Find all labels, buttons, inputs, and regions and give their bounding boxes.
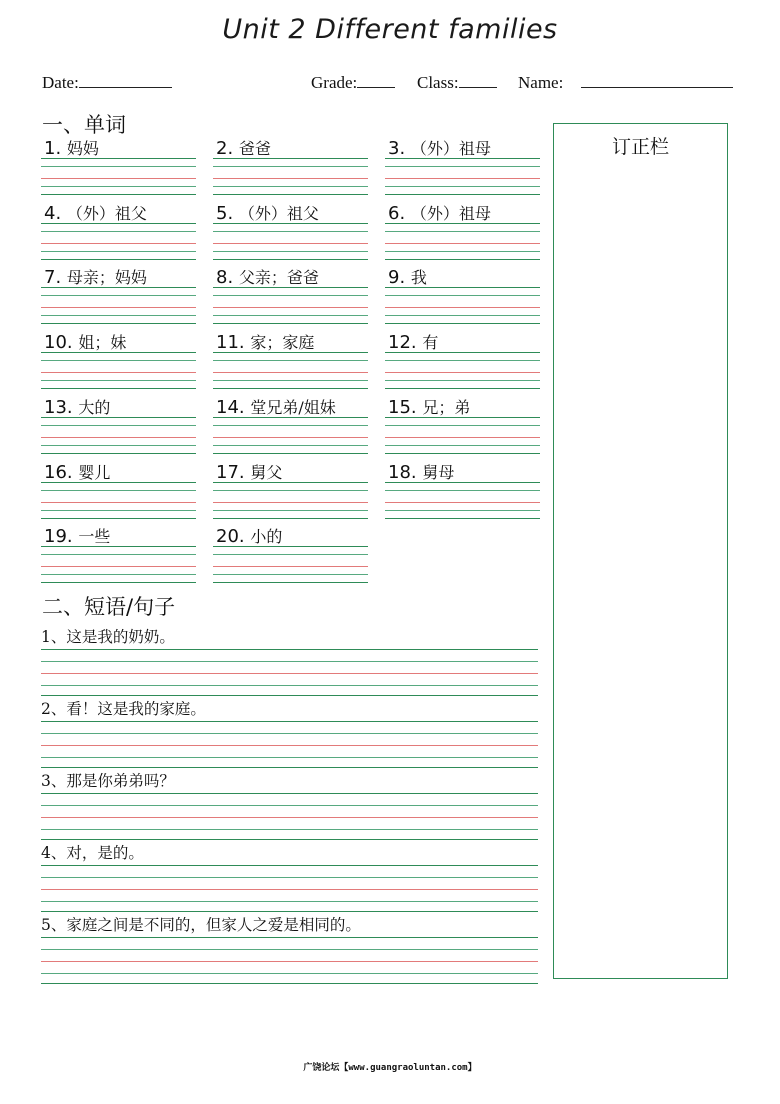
writing-line[interactable] — [385, 166, 540, 167]
writing-line[interactable] — [385, 518, 540, 519]
word-number: 1. — [44, 138, 67, 159]
writing-line[interactable] — [41, 425, 196, 426]
word-item — [385, 395, 540, 455]
word-item — [385, 136, 540, 196]
word-label — [388, 201, 491, 224]
word-item — [41, 524, 196, 584]
word-number: 5. — [216, 202, 239, 224]
word-number: 7. — [44, 267, 67, 289]
writing-line[interactable] — [41, 721, 538, 722]
word-label — [44, 136, 99, 159]
writing-line[interactable] — [41, 695, 538, 696]
correction-title: 订正栏 — [611, 136, 669, 158]
writing-line[interactable] — [41, 490, 196, 491]
word-meaning: 大的 — [78, 397, 111, 417]
word-number: 20. — [216, 526, 251, 548]
word-number: 18. — [388, 461, 423, 483]
writing-line[interactable] — [213, 482, 368, 483]
writing-line[interactable] — [213, 360, 368, 361]
word-label — [44, 524, 110, 547]
sentence-item — [41, 625, 538, 695]
name-blank[interactable] — [581, 72, 733, 88]
writing-line[interactable] — [213, 518, 368, 519]
writing-line[interactable] — [41, 911, 538, 912]
word-item — [213, 395, 368, 455]
writing-line[interactable] — [385, 510, 540, 511]
grade-field — [311, 72, 395, 93]
writing-line[interactable] — [385, 445, 540, 446]
writing-line[interactable] — [385, 453, 540, 454]
page-title: Unit 2 Different families — [222, 14, 558, 45]
writing-line[interactable] — [385, 243, 540, 244]
writing-line[interactable] — [385, 388, 540, 389]
writing-line[interactable] — [385, 287, 540, 288]
writing-line[interactable] — [41, 445, 196, 446]
writing-line[interactable] — [41, 767, 538, 768]
writing-line[interactable] — [41, 295, 196, 296]
sentence-item — [41, 769, 538, 839]
word-meaning: 家；家庭 — [250, 333, 315, 353]
name-label: Name: — [518, 73, 564, 92]
writing-line[interactable] — [385, 352, 540, 353]
word-meaning: 妈妈 — [66, 139, 99, 158]
word-item — [41, 265, 196, 325]
writing-line[interactable] — [41, 178, 196, 179]
writing-line[interactable] — [385, 315, 540, 316]
writing-line[interactable] — [41, 983, 538, 984]
word-meaning: 兄；弟 — [422, 397, 471, 417]
writing-line[interactable] — [41, 360, 196, 361]
word-label — [216, 330, 314, 353]
writing-line[interactable] — [213, 566, 368, 567]
writing-line[interactable] — [41, 937, 538, 938]
writing-line[interactable] — [41, 793, 538, 794]
writing-line[interactable] — [41, 949, 538, 950]
word-number: 13. — [44, 396, 79, 418]
sentence-item — [41, 913, 538, 983]
word-meaning: 堂兄弟/姐妹 — [250, 397, 336, 417]
sentence-item — [41, 697, 538, 767]
writing-line[interactable] — [41, 889, 538, 890]
writing-line[interactable] — [41, 566, 196, 567]
writing-line[interactable] — [41, 231, 196, 232]
sentence-text: 1、这是我的奶奶。 — [41, 628, 175, 646]
word-label — [216, 136, 271, 159]
writing-line[interactable] — [385, 194, 540, 195]
writing-line[interactable] — [41, 877, 538, 878]
writing-line[interactable] — [41, 554, 196, 555]
writing-line[interactable] — [41, 805, 538, 806]
word-meaning: （外）祖父 — [66, 203, 147, 223]
writing-line[interactable] — [41, 388, 196, 389]
writing-line[interactable] — [41, 518, 196, 519]
writing-line[interactable] — [213, 510, 368, 511]
word-item — [41, 395, 196, 455]
word-label — [44, 395, 110, 418]
writing-line[interactable] — [41, 733, 538, 734]
writing-line[interactable] — [213, 194, 368, 195]
word-item — [385, 265, 540, 325]
writing-line[interactable] — [41, 453, 196, 454]
sentence-item — [41, 841, 538, 911]
word-number: 9. — [388, 267, 411, 289]
writing-line[interactable] — [213, 574, 368, 575]
writing-line[interactable] — [385, 231, 540, 232]
writing-line[interactable] — [41, 973, 538, 974]
writing-line[interactable] — [41, 502, 196, 503]
word-number: 16. — [44, 461, 79, 483]
sentence-text: 3、那是你弟弟吗？ — [41, 772, 175, 790]
word-item — [41, 330, 196, 390]
writing-line[interactable] — [41, 673, 538, 674]
grade-blank[interactable] — [357, 72, 395, 88]
writing-line[interactable] — [41, 574, 196, 575]
sentence-text: 2、看！这是我的家庭。 — [41, 700, 206, 718]
word-label — [388, 265, 427, 288]
writing-line[interactable] — [213, 243, 368, 244]
word-number: 19. — [44, 526, 79, 548]
word-meaning: 父亲；爸爸 — [238, 268, 319, 288]
writing-line[interactable] — [213, 158, 368, 159]
writing-line[interactable] — [41, 287, 196, 288]
writing-line[interactable] — [213, 502, 368, 503]
word-meaning: 爸爸 — [238, 139, 271, 158]
word-meaning: 舅父 — [250, 462, 283, 482]
writing-line[interactable] — [385, 380, 540, 381]
word-meaning: （外）祖母 — [410, 139, 491, 158]
grade-label: Grade: — [311, 73, 358, 92]
writing-line[interactable] — [41, 259, 196, 260]
writing-line[interactable] — [41, 243, 196, 244]
word-item — [213, 201, 368, 261]
writing-line[interactable] — [41, 482, 196, 483]
writing-line[interactable] — [41, 649, 538, 650]
writing-line[interactable] — [41, 323, 196, 324]
word-item — [41, 201, 196, 261]
word-label — [44, 330, 126, 353]
writing-line[interactable] — [41, 166, 196, 167]
writing-line[interactable] — [213, 307, 368, 308]
word-item — [213, 330, 368, 390]
writing-line[interactable] — [213, 287, 368, 288]
word-label — [216, 395, 336, 418]
writing-line[interactable] — [213, 554, 368, 555]
word-meaning: 有 — [422, 333, 439, 353]
writing-line[interactable] — [213, 186, 368, 187]
writing-line[interactable] — [213, 295, 368, 296]
word-label — [216, 460, 282, 483]
writing-line[interactable] — [213, 231, 368, 232]
word-label — [216, 201, 319, 224]
writing-line[interactable] — [41, 437, 196, 438]
writing-line[interactable] — [41, 186, 196, 187]
writing-line[interactable] — [213, 259, 368, 260]
writing-line[interactable] — [213, 546, 368, 547]
writing-line[interactable] — [213, 437, 368, 438]
word-label — [388, 395, 470, 418]
word-number: 14. — [216, 396, 251, 418]
word-number: 2. — [216, 138, 239, 159]
correction-box — [553, 123, 728, 979]
word-number: 4. — [44, 202, 67, 224]
writing-line[interactable] — [385, 360, 540, 361]
word-meaning: （外）祖母 — [410, 203, 491, 223]
writing-line[interactable] — [41, 829, 538, 830]
writing-line[interactable] — [213, 323, 368, 324]
writing-line[interactable] — [385, 372, 540, 373]
word-number: 6. — [388, 202, 411, 224]
word-number: 15. — [388, 396, 423, 418]
word-label — [44, 460, 110, 483]
writing-line[interactable] — [385, 323, 540, 324]
word-meaning: 一些 — [78, 527, 111, 547]
word-meaning: 母亲；妈妈 — [66, 268, 147, 288]
word-label — [216, 265, 319, 288]
writing-line[interactable] — [213, 445, 368, 446]
footer-credit: 广饶论坛【www.guangraoluntan.com】 — [303, 1063, 477, 1073]
writing-line[interactable] — [385, 482, 540, 483]
writing-line[interactable] — [385, 251, 540, 252]
writing-line[interactable] — [41, 745, 538, 746]
writing-line[interactable] — [385, 417, 540, 418]
word-label — [44, 201, 147, 224]
writing-line[interactable] — [213, 490, 368, 491]
sentence-text: 5、家庭之间是不同的，但家人之爱是相同的。 — [41, 916, 361, 934]
writing-line[interactable] — [41, 901, 538, 902]
writing-line[interactable] — [41, 839, 538, 840]
word-meaning: 舅母 — [422, 462, 455, 482]
date-blank[interactable] — [79, 72, 172, 88]
writing-line[interactable] — [41, 817, 538, 818]
date-field — [42, 72, 172, 93]
writing-line[interactable] — [213, 166, 368, 167]
writing-line[interactable] — [213, 315, 368, 316]
section-words-title: 一、单词 — [42, 113, 126, 137]
class-label: Class: — [417, 73, 459, 92]
word-item — [213, 265, 368, 325]
word-item — [213, 524, 368, 584]
class-blank[interactable] — [459, 72, 497, 88]
writing-line[interactable] — [213, 223, 368, 224]
writing-line[interactable] — [385, 295, 540, 296]
writing-line[interactable] — [213, 178, 368, 179]
writing-line[interactable] — [41, 865, 538, 866]
writing-line[interactable] — [41, 546, 196, 547]
writing-line[interactable] — [41, 380, 196, 381]
writing-line[interactable] — [213, 453, 368, 454]
section-sentences-title: 二、短语/句子 — [42, 595, 176, 619]
word-number: 17. — [216, 461, 251, 483]
word-label — [388, 136, 491, 159]
word-meaning: 小的 — [250, 527, 283, 547]
writing-line[interactable] — [213, 380, 368, 381]
writing-line[interactable] — [41, 417, 196, 418]
writing-line[interactable] — [385, 223, 540, 224]
writing-line[interactable] — [41, 757, 538, 758]
word-item — [385, 201, 540, 261]
word-item — [41, 136, 196, 196]
writing-line[interactable] — [213, 582, 368, 583]
word-number: 8. — [216, 267, 239, 289]
writing-line[interactable] — [41, 158, 196, 159]
writing-line[interactable] — [41, 315, 196, 316]
word-item — [385, 460, 540, 520]
writing-line[interactable] — [41, 352, 196, 353]
writing-line[interactable] — [385, 186, 540, 187]
writing-line[interactable] — [385, 490, 540, 491]
writing-line[interactable] — [213, 251, 368, 252]
word-label — [44, 265, 147, 288]
writing-line[interactable] — [41, 661, 538, 662]
writing-line[interactable] — [385, 307, 540, 308]
word-item — [385, 330, 540, 390]
word-number: 10. — [44, 332, 79, 354]
writing-line[interactable] — [385, 259, 540, 260]
word-label — [388, 330, 438, 353]
word-item — [213, 136, 368, 196]
writing-line[interactable] — [41, 582, 196, 583]
writing-line[interactable] — [385, 158, 540, 159]
writing-line[interactable] — [41, 223, 196, 224]
word-meaning: 我 — [410, 268, 427, 288]
writing-line[interactable] — [385, 178, 540, 179]
word-label — [216, 524, 282, 547]
writing-line[interactable] — [213, 425, 368, 426]
word-meaning: （外）祖父 — [238, 203, 319, 223]
class-field — [417, 72, 497, 93]
word-meaning: 姐；妹 — [78, 333, 127, 353]
sentence-text: 4、对，是的。 — [41, 844, 144, 862]
writing-line[interactable] — [41, 194, 196, 195]
writing-line[interactable] — [213, 417, 368, 418]
word-number: 3. — [388, 138, 411, 159]
writing-line[interactable] — [41, 372, 196, 373]
word-meaning: 婴儿 — [78, 462, 111, 482]
word-item — [41, 460, 196, 520]
writing-line[interactable] — [41, 961, 538, 962]
name-field — [518, 72, 733, 93]
word-number: 11. — [216, 332, 251, 354]
writing-line[interactable] — [385, 437, 540, 438]
word-number: 12. — [388, 332, 423, 354]
writing-line[interactable] — [41, 685, 538, 686]
writing-line[interactable] — [213, 372, 368, 373]
writing-line[interactable] — [385, 425, 540, 426]
word-label — [388, 460, 454, 483]
writing-line[interactable] — [385, 502, 540, 503]
writing-line[interactable] — [41, 307, 196, 308]
writing-line[interactable] — [213, 352, 368, 353]
writing-line[interactable] — [41, 510, 196, 511]
date-label: Date: — [42, 73, 79, 92]
writing-line[interactable] — [41, 251, 196, 252]
word-item — [213, 460, 368, 520]
writing-line[interactable] — [213, 388, 368, 389]
